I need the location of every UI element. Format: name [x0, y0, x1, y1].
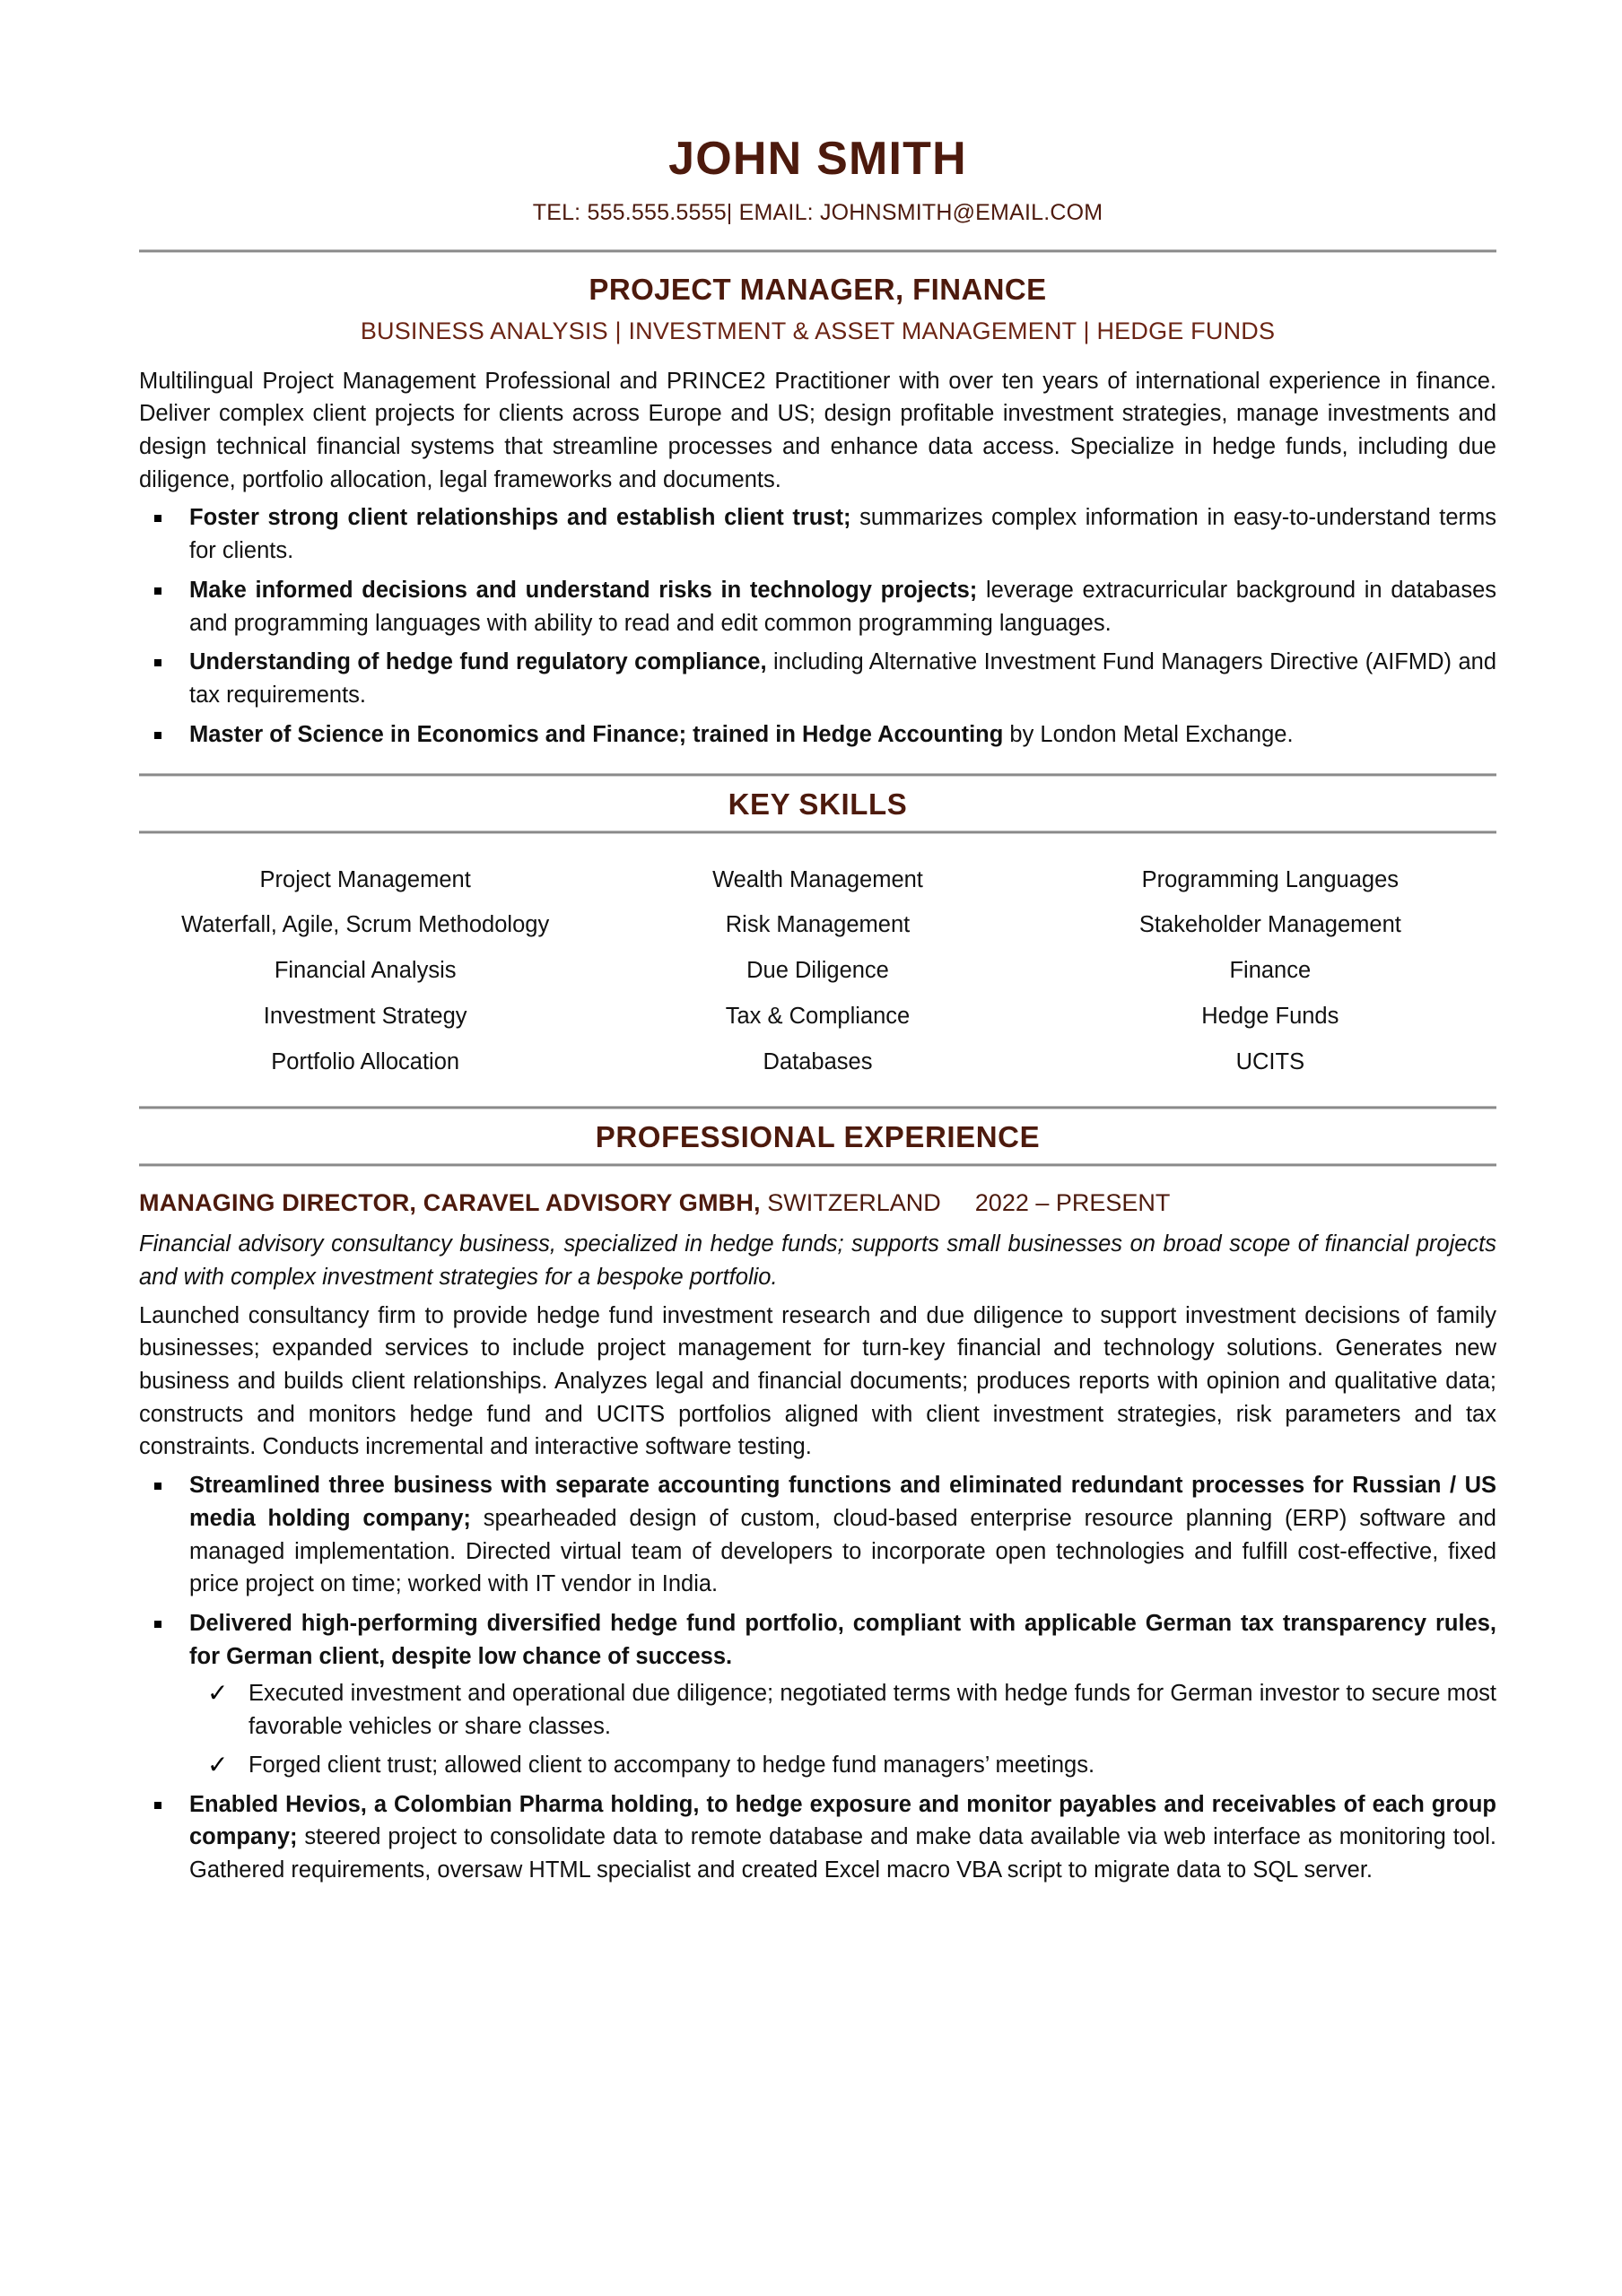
summary-bullet-item [139, 574, 1496, 639]
bullet-lead-text: Make informed decisions and understand risks in technology projects; [189, 577, 978, 603]
summary-bullet-item [139, 646, 1496, 711]
bullet-lead-text: Streamlined three business with separate accounting functions and eliminated redundant processes for Russian / US media holding company; [189, 1473, 1496, 1531]
skill-item: Investment Strategy [263, 1003, 467, 1029]
skill-item: Hedge Funds [1201, 1003, 1339, 1029]
check-sub-list [189, 1677, 1496, 1781]
section-title-key-skills: KEY SKILLS [728, 787, 908, 821]
skill-item: Risk Management [725, 912, 911, 938]
skill-item: Waterfall, Agile, Scrum Methodology [181, 912, 550, 938]
summary-paragraph: Multilingual Project Management Professional and PRINCE2 Practitioner with over ten years of international experience in finance. Deliver complex client projects for clients across Europe and US; design profitable investment strategies, manage investments and design technical financial systems that streamline processes and enhance data access. Specialize in hedge funds, including due diligence, portfolio allocation, legal frameworks and documents. [139, 368, 1496, 492]
skill-item: Portfolio Allocation [271, 1048, 460, 1074]
skill-item: Wealth Management [712, 866, 923, 892]
bullet-body-text: including Alternative Investment Fund Managers Directive (AIFMD) and tax requirements. [189, 649, 1496, 709]
bullet-body-text: spearheaded design of custom, cloud-based enterprise resource planning (ERP) software and managed implementation. Directed virtual team of developers to incorporate open technologies and fulfill cost-effective, fixed price project on time; worked with IT vendor in India. [189, 1505, 1496, 1597]
bullet-lead-text: Understanding of hedge fund regulatory compliance, [189, 649, 767, 675]
headline-title: PROJECT MANAGER, FINANCE [589, 272, 1047, 306]
job-heading [139, 1188, 1496, 1219]
section-title-experience: PROFESSIONAL EXPERIENCE [595, 1120, 1041, 1154]
company-description: Financial advisory consultancy business, specialized in hedge funds; supports small businesses on broad scope of financial projects and with complex investment strategies for a bespoke portfolio. [139, 1231, 1496, 1290]
skill-item: Stakeholder Management [1138, 912, 1401, 938]
bullet-lead-text: Delivered high-performing diversified hedge fund portfolio, compliant with applicable German tax transparency rules, for German client, despite low chance of success. [189, 1610, 1496, 1669]
candidate-name: JOHN SMITH [668, 133, 967, 185]
section-key-skills [139, 773, 1496, 1085]
skill-item: Due Diligence [746, 958, 889, 984]
headline-subtitle: BUSINESS ANALYSIS | INVESTMENT & ASSET MANAGEMENT | HEDGE FUNDS [360, 317, 1276, 344]
check-list-item: ✓ Executed investment and operational due diligence; negotiated terms with hedge funds for German investor to secure most favorable vehicles or share classes. [189, 1677, 1496, 1743]
skill-item: Financial Analysis [274, 958, 457, 984]
bullet-body-text: summarizes complex information in easy-to-understand terms for clients. [189, 505, 1496, 564]
contact-line: TEL: 555.555.5555| EMAIL: JOHNSMITH@EMAIL.COM [532, 199, 1103, 225]
skills-grid [139, 857, 1496, 1085]
skill-item: Project Management [259, 866, 471, 892]
skill-item: UCITS [1235, 1048, 1305, 1074]
summary-bullet-item [139, 501, 1496, 567]
achievement-item [139, 1607, 1496, 1782]
bullet-body-text: leverage extracurricular background in databases and programming languages with ability to read and edit common programming languages. [189, 577, 1497, 636]
divider-rule-header [139, 249, 1496, 253]
section-professional-experience [139, 1106, 1496, 1886]
divider-rule-experience-bottom [139, 1163, 1496, 1167]
bullet-lead-text: Foster strong client relationships and establish client trust; [189, 505, 851, 531]
bullet-lead-text: Master of Science in Economics and Finance; trained in Hedge Accounting [189, 721, 1004, 747]
check-list-item: ✓ Forged client trust; allowed client to accompany to hedge fund managers’ meetings. [189, 1749, 1496, 1782]
bullet-body-text: by London Metal Exchange. [1003, 721, 1294, 747]
summary-bullet-list [139, 501, 1496, 751]
job-title: MANAGING DIRECTOR, CARAVEL ADVISORY GMBH, [139, 1189, 761, 1217]
achievement-item [139, 1469, 1496, 1601]
skill-item: Databases [763, 1048, 873, 1074]
bullet-lead-text: Enabled Hevios, a Colombian Pharma holding, to hedge exposure and monitor payables and receivables of each group company; [189, 1791, 1496, 1850]
skill-item: Programming Languages [1141, 866, 1399, 892]
bullet-body-text: steered project to consolidate data to remote database and make data available via web interface as monitoring tool. Gathered requirements, oversaw HTML specialist and created Excel macro VBA script to migrate data to SQL server. [189, 1824, 1496, 1883]
job-dates: 2022 – PRESENT [974, 1189, 1171, 1217]
achievement-list [139, 1469, 1496, 1887]
achievement-item [139, 1788, 1496, 1887]
summary-bullet-item [139, 718, 1496, 752]
skill-item: Tax & Compliance [725, 1003, 911, 1029]
job-paragraph: Launched consultancy firm to provide hedge fund investment research and due diligence to support investment decisions of family businesses; expanded services to include project management for turn-key financial and technology solutions. Generates new business and builds client relationships. Analyzes legal and financial documents; produces reports with opinion and qualitative data; constructs and monitors hedge fund and UCITS portfolios aligned with client investment strategies, risk parameters and tax constraints. Conducts incremental and interactive software testing. [139, 1302, 1496, 1460]
job-location-text: SWITZERLAND [767, 1189, 941, 1217]
divider-rule-skills-bottom [139, 831, 1496, 834]
skill-item: Finance [1229, 958, 1312, 984]
